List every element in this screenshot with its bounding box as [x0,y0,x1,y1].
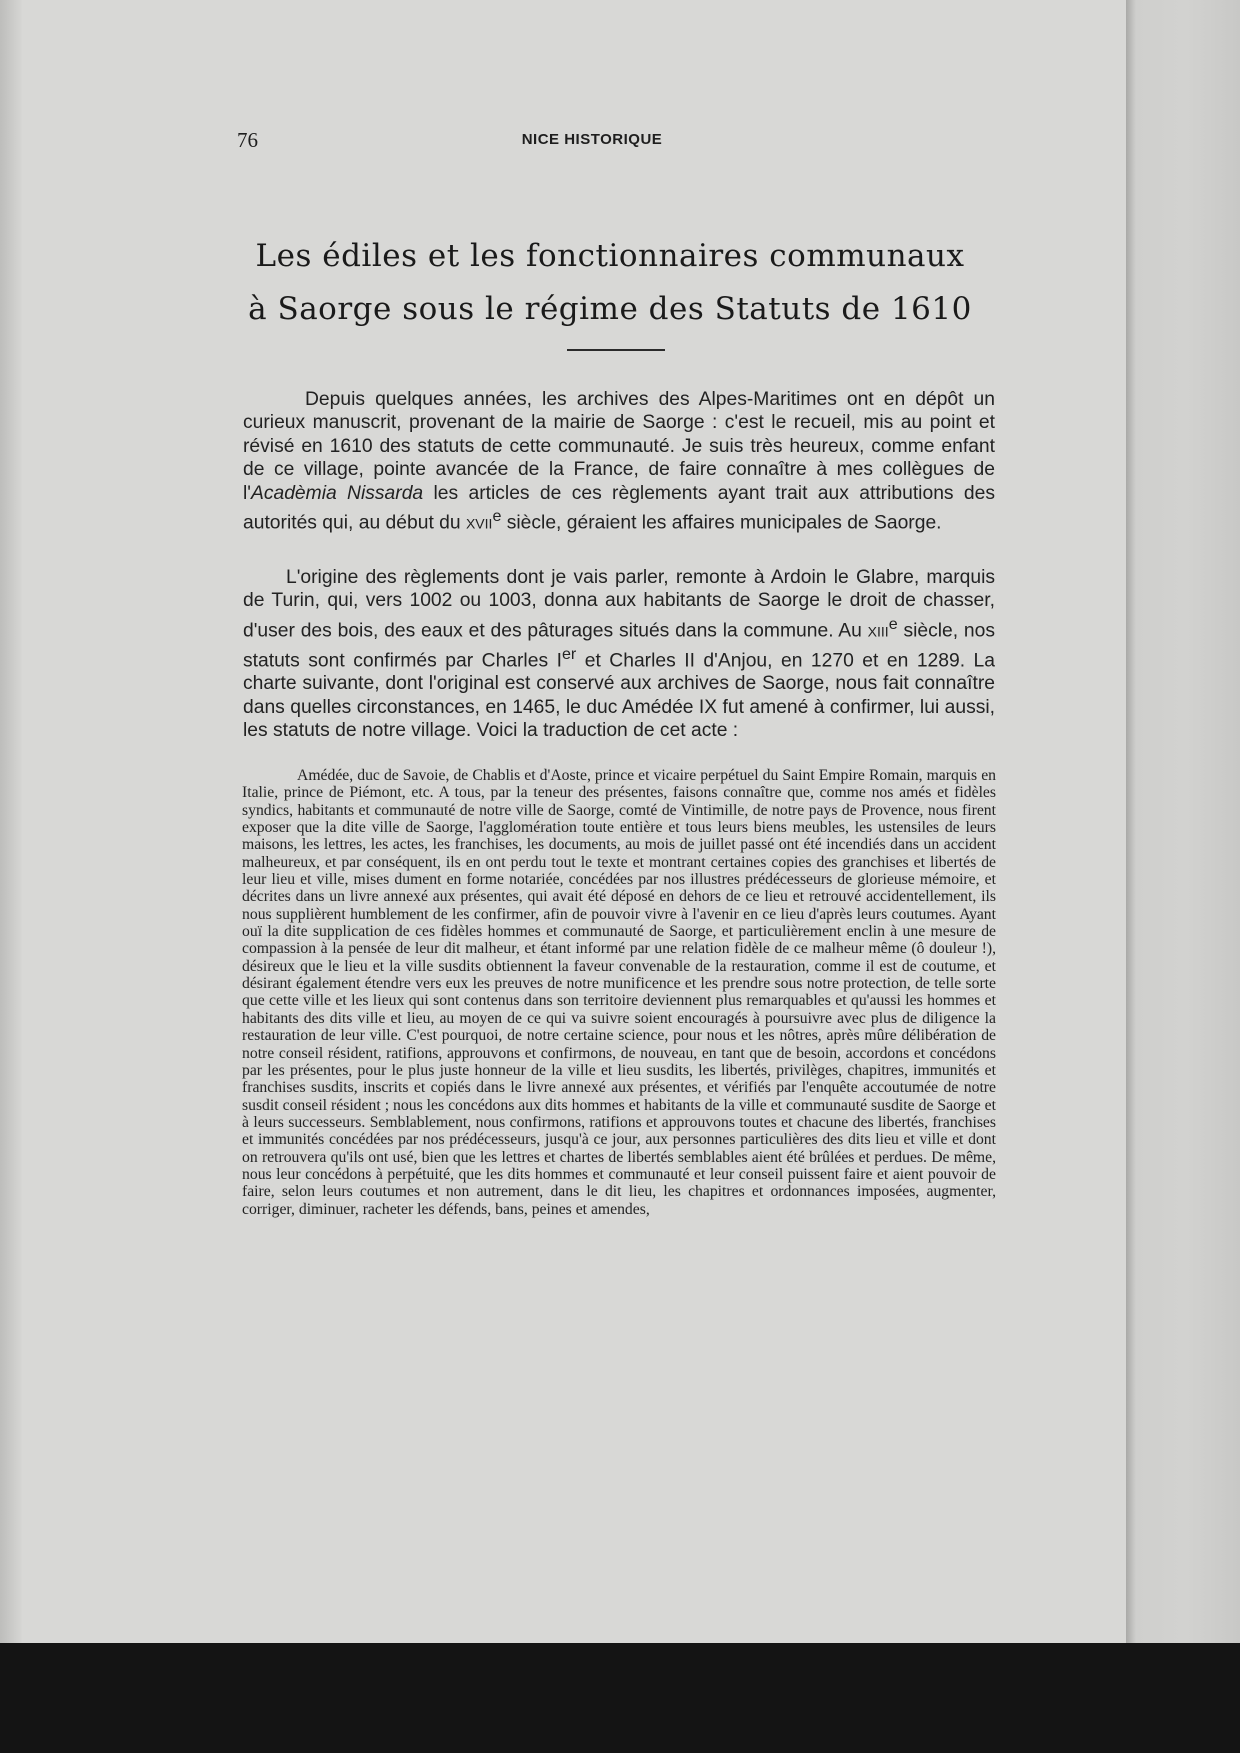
title-rule [567,349,665,351]
binding-edge [0,0,22,1643]
academia-name: Acadèmia Nissarda [250,482,424,504]
page-number: 76 [237,128,258,152]
article-title-line-1: Les édiles et les fonctionnaires communaux [255,238,965,274]
article-title-line-2: à Saorge sous le régime des Statuts de 1610 [248,291,972,327]
page-header [237,128,941,152]
running-head: NICE HISTORIQUE [521,131,663,148]
charter-translation: Amédée, duc de Savoie, de Chablis et d'Aoste, prince et vicaire perpétuel du Saint Empire Romain, marquis en Italie, prince de Piémont, etc. A tous, par la teneur des présentes, faisons connaître que, comme nos amés et fidèles syndics, habitants et communauté de notre ville de Saorge, comté de Vintimille, de notre pays de Provence, nous firent exposer que la dite ville de Saorge, l'agglomération toute entière et tous leurs biens meubles, les ustensiles de leurs maisons, les lettres, les actes, les franchises, les documents, au mois de juillet passé ont été incendiés dans un accident malheureux, et par conséquent, ils en ont perdu tout le texte et montrant certaines copies des granchises et libertés de leur lieu et ville, mises dument en forme notariée, concédées par nos illustres prédécesseurs de glorieuse mémoire, et décrites dans un livre annexé aux présentes, qui avait été déposé en dehors de ce lieu et retrouvé accidentellement, ils nous supplièrent humblement de les confirmer, afin de pouvoir vivre à l'avenir en ce lieu d'après leurs coutumes. Ayant ouï la dite supplication de ces fidèles hommes et communauté de Saorge, et particulièrement enclin à une mesure de compassion à la pensée de leur dit malheur, et étant informé par une relation fidèle de ce malheur même (ô douleur !), désireux que le lieu et la ville susdits obtiennent la faveur convenable de la restauration, comme il est de coutume, et désirant également étendre vers eux les preuves de notre munificence et les prendre sous notre protection, de telle sorte que cette ville et les lieux qui sont contenus dans son territoire deviennent plus remarquables et qu'aussi les hommes et habitants des dits ville et lieu, au moyen de ce qui va suivre soient encouragés à poursuivre avec plus de diligence la restauration de leur ville. C'est pourquoi, de notre certaine science, pour nous et les nôtres, après mûre délibération de notre conseil résident, ratifions, approuvons et confirmons, de nouveau, en tant que de besoin, accordons et concédons par les présentes, pour le plus juste honneur de la ville et lieu susdits, les libertés, privilèges, chapitres, immunités et franchises susdits, inscrits et copiés dans le livre annexé aux présentes, et vérifiés par l'enquête accoutumée de notre susdit conseil résident ; nous les concédons aux dits hommes et habitants de la ville et communauté susdite de Saorge et à leurs successeurs. Semblablement, nous confirmons, ratifions et approuvons toutes et chacune des libertés, franchises et immunités concédées par nos prédécesseurs, jusqu'à ce jour, aux personnes particulières des dits lieu et ville et dont on retrouvera qu'ils ont usé, bien que les lettres et chartes de libertés semblables aient été brûlées et perdues. De même, nous leur concédons à perpétuité, que les dits hommes et communauté et leur conseil puissent faire et aient pouvoir de faire, selon leurs coutumes et non autrement, dans le dit lieu, les chapitres et ordonnances imposées, augmenter, corriger, diminuer, racheter les défends, bans, peines et amendes, [242,767,996,1218]
scan-shadow [0,1643,1240,1753]
next-page-edge [1126,0,1240,1650]
intro-paragraph-1: Depuis quelques années, les archives des Alpes-Maritimes ont en dépôt un curieux manuscrit, provenant de la mairie de Saorge : c'est le recueil, mis au point et révisé en 1610 des statuts de cette communauté. Je suis très heureux, comme enfant de ce village, pointe avancée de la France, de faire connaître à mes collègues de l'Acadèmia Nissarda les articles de ces règlements ayant trait aux attributions des autorités qui, au début du xvii$^e$ siècle, géraient les affaires municipales de Saorge. [243,389,995,534]
intro-paragraph-2: L'origine des règlements dont je vais parler, remonte à Ardoin le Glabre, marquis de Turin, qui, vers 1002 ou 1003, donna aux habitants de Saorge le droit de chasser, d'user des bois, des eaux et des pâturages situés dans la commune. Au xiii$^e$ siècle, nos statuts sont confirmés par Charles Ier et Charles II d'Anjou, en 1270 et en 1289. La charte suivante, dont l'original est conservé aux archives de Saorge, nous fait connaître dans quelles circonstances, en 1465, le duc Amédée IX fut amené à confirmer, lui aussi, les statuts de notre village. Voici la traduction de cet acte : [243,567,995,742]
